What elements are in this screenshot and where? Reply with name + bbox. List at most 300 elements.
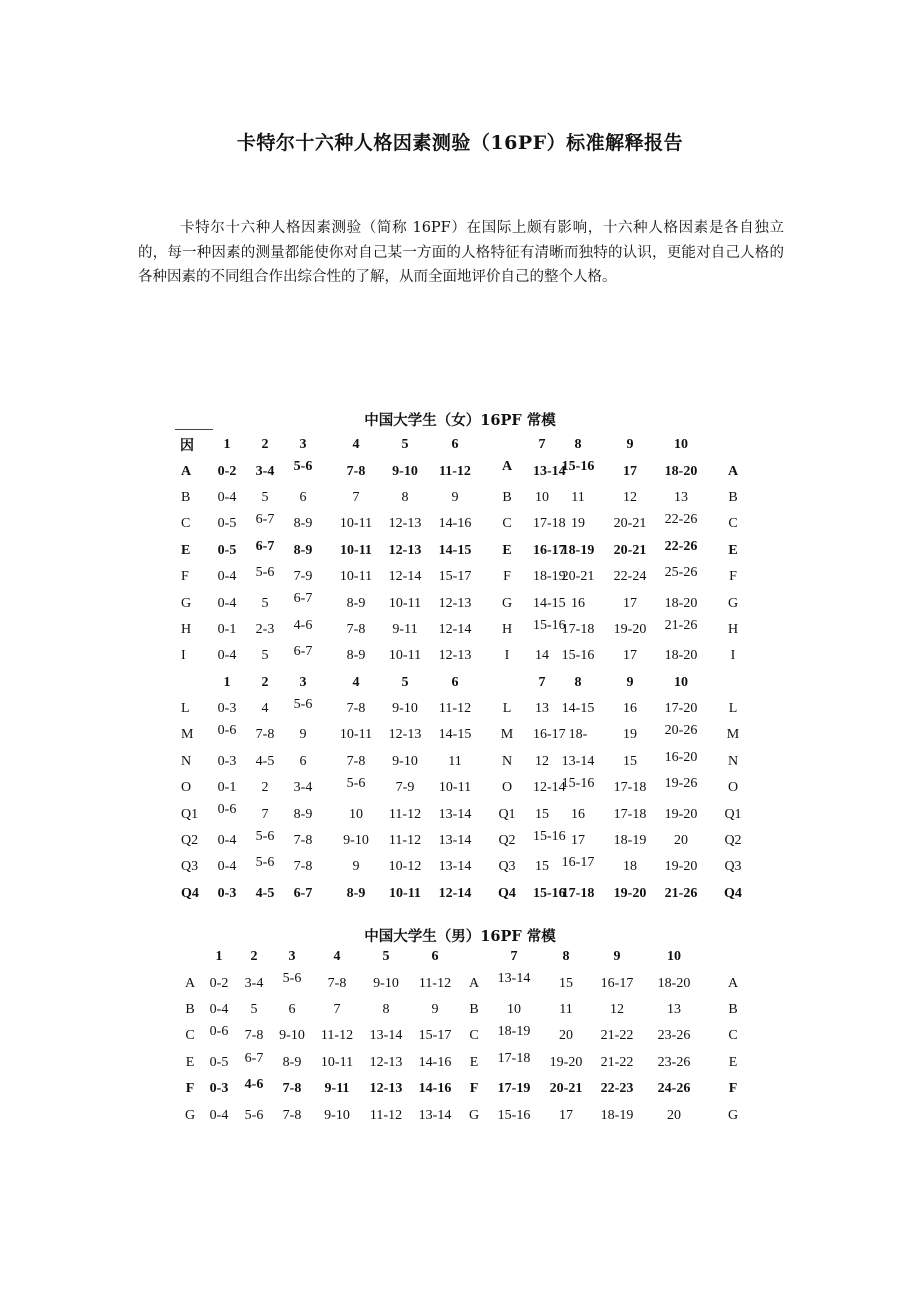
score-cell: 7-8 xyxy=(346,463,366,479)
score-cell: 17 xyxy=(571,833,585,849)
score-cell: 10-11 xyxy=(340,542,372,558)
column-header: 7 xyxy=(538,674,546,690)
factor-label-right: G xyxy=(727,595,739,611)
factor-label-mid: I xyxy=(504,648,510,664)
score-cell: 18-20 xyxy=(657,975,691,991)
factor-label: O xyxy=(181,780,192,796)
score-cell: 15 xyxy=(623,753,637,769)
score-cell: 7-8 xyxy=(244,1028,264,1044)
factor-label-right: Q3 xyxy=(724,859,742,875)
column-header: 4 xyxy=(352,437,360,453)
score-cell: 22-26 xyxy=(664,538,698,554)
score-cell: 0-1 xyxy=(217,780,237,796)
score-cell: 13-14 xyxy=(438,859,472,875)
factor-label-right: C xyxy=(728,516,738,532)
score-cell: 18-19 xyxy=(561,542,595,558)
factor-label: F xyxy=(181,569,189,585)
score-cell: 9 xyxy=(431,1001,439,1017)
score-cell: 7 xyxy=(333,1001,341,1017)
score-cell: 17 xyxy=(623,648,637,664)
score-cell: 0-6 xyxy=(209,1024,229,1040)
score-cell: 17 xyxy=(559,1107,573,1123)
score-cell: 0-5 xyxy=(209,1054,229,1070)
score-cell: 12-13 xyxy=(438,648,472,664)
table-row xyxy=(178,997,760,1023)
score-cell: 8-9 xyxy=(293,806,313,822)
score-cell: 14-16 xyxy=(438,516,472,532)
male-norm-table xyxy=(178,944,760,1129)
score-cell: 15 xyxy=(535,859,549,875)
score-cell: 10 xyxy=(535,489,549,505)
factor-label-right: B xyxy=(728,1001,738,1017)
factor-label-right: H xyxy=(727,621,739,637)
score-cell: 22-26 xyxy=(664,512,698,528)
factor-label-mid: B xyxy=(469,1001,479,1017)
score-cell: 22-24 xyxy=(613,569,647,585)
score-cell: 15 xyxy=(559,975,573,991)
factor-label-mid: C xyxy=(469,1028,479,1044)
score-cell: 18- xyxy=(568,727,588,743)
factor-label-mid: E xyxy=(469,1054,479,1070)
score-cell: 18-20 xyxy=(664,463,698,479)
score-cell: 0-3 xyxy=(217,885,237,901)
factor-label-mid: M xyxy=(500,727,514,743)
score-cell: 4 xyxy=(261,701,269,717)
factor-label: B xyxy=(185,1001,195,1017)
spacer xyxy=(706,944,760,970)
score-cell: 8-9 xyxy=(346,885,366,901)
score-cell: 11-12 xyxy=(369,1107,403,1123)
spacer xyxy=(707,432,759,458)
score-cell: 23-26 xyxy=(657,1054,691,1070)
score-cell: 16-20 xyxy=(664,749,698,765)
score-cell: 13 xyxy=(674,489,688,505)
score-cell: 7-8 xyxy=(255,727,275,743)
score-cell: 20-21 xyxy=(561,569,595,585)
score-cell: 12-13 xyxy=(438,595,472,611)
column-header: 2 xyxy=(261,674,269,690)
score-cell: 15-17 xyxy=(438,569,472,585)
score-cell: 15-16 xyxy=(497,1107,531,1123)
score-cell: 0-4 xyxy=(217,595,237,611)
score-cell: 15-16 xyxy=(561,648,595,664)
table-row xyxy=(178,1076,760,1102)
column-header: 8 xyxy=(574,437,582,453)
column-header: 8 xyxy=(562,949,570,965)
factor-label: Q4 xyxy=(181,885,199,901)
intro-paragraph: 卡特尔十六种人格因素测验（简称 16PF）在国际上颇有影响，十六种人格因素是各自独立的，每一种因素的测量都能使你对自己某一方面的人格特征有清晰而独特的认识，更能对自己人格的各种因素的不同组合作出综合性的了解，从而全面地评价自己的整个人格。 xyxy=(138,220,784,285)
score-cell: 23-26 xyxy=(657,1028,691,1044)
factor-label: G xyxy=(181,595,192,611)
factor-label: H xyxy=(181,621,192,637)
table-row xyxy=(175,722,805,748)
score-cell: 11-12 xyxy=(320,1028,354,1044)
score-cell: 15-17 xyxy=(418,1028,452,1044)
score-cell: 18-19 xyxy=(497,1024,531,1040)
score-cell: 24-26 xyxy=(657,1081,691,1097)
score-cell: 18-20 xyxy=(664,595,698,611)
score-cell: 11-12 xyxy=(388,833,422,849)
score-cell: 18-19 xyxy=(533,569,566,585)
score-cell: 3-4 xyxy=(293,780,313,796)
corner-label xyxy=(175,670,199,696)
factor-label-mid: F xyxy=(503,569,511,585)
table-row xyxy=(175,881,805,907)
score-cell: 21-26 xyxy=(664,885,698,901)
score-cell: 17-18 xyxy=(613,806,647,822)
score-cell: 12-13 xyxy=(388,516,422,532)
score-cell: 5 xyxy=(261,595,269,611)
score-cell: 5-6 xyxy=(255,828,275,844)
column-header: 1 xyxy=(215,949,223,965)
score-cell: 8-9 xyxy=(346,595,366,611)
score-cell: 5-6 xyxy=(244,1107,264,1123)
score-cell: 10-11 xyxy=(389,885,421,901)
score-cell: 19-20 xyxy=(613,885,647,901)
score-cell: 12-14 xyxy=(388,569,422,585)
factor-label: A xyxy=(184,975,196,991)
score-cell: 13-14 xyxy=(438,806,472,822)
spacer xyxy=(707,670,759,696)
score-cell: 0-4 xyxy=(217,859,237,875)
score-cell: 0-1 xyxy=(217,621,237,637)
score-cell: 13-14 xyxy=(533,463,566,479)
score-cell: 13-14 xyxy=(497,971,531,987)
score-cell: 12-13 xyxy=(369,1054,403,1070)
score-cell: 15-16 xyxy=(533,885,566,901)
column-header: 6 xyxy=(431,949,439,965)
score-cell: 13-14 xyxy=(561,753,595,769)
score-cell: 10-12 xyxy=(388,859,422,875)
score-cell: 15 xyxy=(535,806,549,822)
score-cell: 14-15 xyxy=(533,595,566,611)
score-cell: 6 xyxy=(288,1001,296,1017)
factor-label: A xyxy=(181,463,192,479)
score-cell: 19-26 xyxy=(664,776,698,792)
score-cell: 9-10 xyxy=(392,463,418,479)
score-cell: 11-12 xyxy=(439,463,471,479)
score-cell: 9-10 xyxy=(324,1107,350,1123)
corner-label: 因 xyxy=(180,439,194,455)
column-header: 2 xyxy=(261,437,269,453)
score-cell: 10-11 xyxy=(438,780,472,796)
factor-label-right: G xyxy=(727,1107,739,1123)
score-cell: 10-11 xyxy=(388,648,422,664)
score-cell: 12-14 xyxy=(533,780,566,796)
column-header: 4 xyxy=(333,949,341,965)
score-cell: 16-17 xyxy=(600,975,634,991)
score-cell: 9-10 xyxy=(373,975,399,991)
factor-label: Q2 xyxy=(181,833,199,849)
table-header-row xyxy=(175,432,805,458)
score-cell: 9-10 xyxy=(392,753,418,769)
score-cell: 14-16 xyxy=(418,1081,452,1097)
score-cell: 5 xyxy=(261,489,269,505)
score-cell: 15-16 xyxy=(561,459,595,475)
spacer xyxy=(481,670,533,696)
table-row xyxy=(178,970,760,996)
score-cell: 18 xyxy=(623,859,637,875)
score-cell: 0-5 xyxy=(217,516,237,532)
score-cell: 20 xyxy=(559,1028,573,1044)
score-cell: 6-7 xyxy=(293,644,313,660)
score-cell: 12-13 xyxy=(388,542,422,558)
table-row xyxy=(175,749,805,775)
score-cell: 20 xyxy=(667,1107,681,1123)
factor-label-right: I xyxy=(730,648,736,664)
score-cell: 7-8 xyxy=(346,621,366,637)
score-cell: 20-26 xyxy=(664,723,698,739)
score-cell: 9-11 xyxy=(392,621,418,637)
page-title: 卡特尔十六种人格因素测验（16PF）标准解释报告 xyxy=(236,132,684,154)
table-row xyxy=(175,828,805,854)
score-cell: 10-11 xyxy=(388,595,422,611)
factor-label: I xyxy=(181,648,186,664)
factor-label: E xyxy=(181,542,191,558)
factor-label-mid: N xyxy=(501,753,513,769)
factor-label-right: A xyxy=(727,463,739,479)
column-header: 7 xyxy=(510,949,518,965)
score-cell: 7-8 xyxy=(282,1107,302,1123)
column-header: 6 xyxy=(451,674,459,690)
score-cell: 5-6 xyxy=(282,971,302,987)
score-cell: 0-6 xyxy=(217,802,237,818)
male-table-caption: 中国大学生（男）16PF 常模 xyxy=(364,928,556,945)
column-header: 4 xyxy=(352,674,360,690)
score-cell: 5-6 xyxy=(255,564,275,580)
score-cell: 25-26 xyxy=(664,564,698,580)
score-cell: 0-4 xyxy=(217,489,237,505)
column-header: 9 xyxy=(613,949,621,965)
score-cell: 17-18 xyxy=(561,885,595,901)
factor-label: C xyxy=(181,516,191,532)
score-cell: 7-8 xyxy=(293,859,313,875)
female-norm-table xyxy=(175,432,805,907)
score-cell: 4-5 xyxy=(255,885,275,901)
score-cell: 5-6 xyxy=(293,459,313,475)
column-header: 10 xyxy=(667,949,681,965)
score-cell: 21-26 xyxy=(664,617,698,633)
score-cell: 17-18 xyxy=(561,621,595,637)
column-header: 3 xyxy=(288,949,296,965)
score-cell: 7-9 xyxy=(293,569,313,585)
column-header: 7 xyxy=(538,437,546,453)
column-header: 10 xyxy=(674,674,688,690)
factor-label-mid: A xyxy=(468,975,480,991)
score-cell: 0-2 xyxy=(217,463,237,479)
factor-label-right: F xyxy=(728,1081,738,1097)
score-cell: 5 xyxy=(261,648,269,664)
factor-label: M xyxy=(181,727,194,743)
table-row xyxy=(178,1102,760,1128)
score-cell: 20 xyxy=(674,833,688,849)
score-cell: 16 xyxy=(623,701,637,717)
table-row xyxy=(175,854,805,880)
table-row xyxy=(175,617,805,643)
score-cell: 5-6 xyxy=(293,696,313,712)
score-cell: 8 xyxy=(382,1001,390,1017)
score-cell: 13-14 xyxy=(369,1028,403,1044)
score-cell: 13-14 xyxy=(418,1107,452,1123)
factor-label-mid: F xyxy=(469,1081,479,1097)
female-table-caption: 中国大学生（女）16PF 常模 xyxy=(364,412,556,429)
factor-label-mid: H xyxy=(501,621,513,637)
score-cell: 3-4 xyxy=(244,975,264,991)
score-cell: 9-11 xyxy=(324,1081,350,1097)
spacer xyxy=(460,944,488,970)
score-cell: 11-12 xyxy=(438,701,472,717)
score-cell: 22-23 xyxy=(600,1081,634,1097)
table-row xyxy=(175,564,805,590)
factor-label-right: O xyxy=(727,780,739,796)
score-cell: 13 xyxy=(667,1001,681,1017)
score-cell: 12 xyxy=(610,1001,624,1017)
score-cell: 18-19 xyxy=(600,1107,634,1123)
score-cell: 16-17 xyxy=(561,855,595,871)
table-row xyxy=(175,696,805,722)
factor-label-mid: C xyxy=(502,516,512,532)
factor-label-mid: B xyxy=(502,489,512,505)
score-cell: 5 xyxy=(250,1001,258,1017)
factor-label: Q3 xyxy=(181,859,199,875)
factor-label-right: E xyxy=(728,542,738,558)
factor-label-mid: Q2 xyxy=(498,833,516,849)
score-cell: 9-10 xyxy=(392,701,418,717)
factor-label-right: Q1 xyxy=(724,806,742,822)
score-cell: 0-3 xyxy=(217,753,237,769)
table-row xyxy=(175,511,805,537)
score-cell: 14-16 xyxy=(418,1054,452,1070)
factor-label: C xyxy=(185,1028,195,1044)
score-cell: 10 xyxy=(349,806,363,822)
score-cell: 10-11 xyxy=(339,727,373,743)
score-cell: 16 xyxy=(571,806,585,822)
score-cell: 17 xyxy=(623,463,637,479)
score-cell: 0-4 xyxy=(217,648,237,664)
score-cell: 2-3 xyxy=(255,621,275,637)
score-cell: 4-5 xyxy=(255,753,275,769)
table-header-row xyxy=(178,944,760,970)
score-cell: 6-7 xyxy=(255,512,275,528)
score-cell: 14 xyxy=(535,648,549,664)
factor-label-mid: G xyxy=(468,1107,480,1123)
factor-label-right: E xyxy=(728,1054,738,1070)
column-header: 3 xyxy=(299,674,307,690)
column-header: 5 xyxy=(401,674,409,690)
score-cell: 8-9 xyxy=(293,516,313,532)
score-cell: 6 xyxy=(299,753,307,769)
score-cell: 9-10 xyxy=(343,833,369,849)
score-cell: 0-2 xyxy=(209,975,229,991)
score-cell: 12 xyxy=(623,489,637,505)
score-cell: 12-14 xyxy=(438,621,472,637)
score-cell: 16-17 xyxy=(533,542,566,558)
factor-label-right: Q4 xyxy=(724,885,742,901)
score-cell: 7-8 xyxy=(327,975,347,991)
score-cell: 5-6 xyxy=(255,855,275,871)
score-cell: 6-7 xyxy=(255,538,275,554)
column-header: 2 xyxy=(250,949,258,965)
factor-label-mid: Q3 xyxy=(498,859,516,875)
column-header: 1 xyxy=(223,674,231,690)
score-cell: 7-8 xyxy=(282,1081,302,1097)
score-cell: 7-9 xyxy=(395,780,415,796)
table-row xyxy=(175,643,805,669)
factor-label-mid: L xyxy=(502,701,512,717)
score-cell: 17 xyxy=(623,595,637,611)
table-row xyxy=(175,801,805,827)
column-header: 9 xyxy=(626,437,634,453)
score-cell: 9 xyxy=(352,859,360,875)
score-cell: 0-4 xyxy=(209,1001,229,1017)
score-cell: 19-20 xyxy=(613,621,647,637)
score-cell: 2 xyxy=(261,780,269,796)
score-cell: 16 xyxy=(571,595,585,611)
factor-label: F xyxy=(185,1081,195,1097)
factor-label-right: Q2 xyxy=(724,833,742,849)
score-cell: 6-7 xyxy=(244,1050,264,1066)
column-header: 8 xyxy=(574,674,582,690)
table-header-row xyxy=(175,670,805,696)
corner-label xyxy=(178,944,202,970)
score-cell: 12 xyxy=(535,753,549,769)
score-cell: 11-12 xyxy=(388,806,422,822)
table-row xyxy=(178,1050,760,1076)
column-header: 5 xyxy=(401,437,409,453)
score-cell: 13 xyxy=(535,701,549,717)
score-cell: 7 xyxy=(261,806,269,822)
score-cell: 15-16 xyxy=(533,617,566,633)
score-cell: 4-6 xyxy=(293,617,313,633)
score-cell: 17-18 xyxy=(533,516,566,532)
factor-label: L xyxy=(181,701,190,717)
score-cell: 6-7 xyxy=(293,885,313,901)
score-cell: 10-11 xyxy=(339,516,373,532)
score-cell: 17-20 xyxy=(664,701,698,717)
score-cell: 11-12 xyxy=(418,975,452,991)
score-cell: 7 xyxy=(352,489,360,505)
factor-label: G xyxy=(184,1107,196,1123)
factor-label-mid: Q4 xyxy=(498,885,516,901)
score-cell: 0-5 xyxy=(217,542,237,558)
score-cell: 12-13 xyxy=(369,1081,403,1097)
score-cell: 17-19 xyxy=(497,1081,531,1097)
table-row xyxy=(175,485,805,511)
score-cell: 8 xyxy=(401,489,409,505)
table-row xyxy=(175,458,805,484)
factor-label-right: M xyxy=(726,727,740,743)
score-cell: 20-21 xyxy=(613,542,647,558)
score-cell: 16-17 xyxy=(533,727,566,743)
score-cell: 19-20 xyxy=(664,806,698,822)
score-cell: 14-15 xyxy=(438,727,472,743)
factor-label-mid: G xyxy=(501,595,513,611)
factor-label-right: A xyxy=(727,975,739,991)
score-cell: 0-4 xyxy=(209,1107,229,1123)
score-cell: 4-6 xyxy=(244,1076,264,1092)
score-cell: 11 xyxy=(448,753,462,769)
score-cell: 9 xyxy=(299,727,307,743)
score-cell: 19-20 xyxy=(664,859,698,875)
score-cell: 8-9 xyxy=(346,648,366,664)
factor-label-mid: E xyxy=(502,542,512,558)
score-cell: 7-8 xyxy=(346,753,366,769)
score-cell: 8-9 xyxy=(282,1054,302,1070)
score-cell: 21-22 xyxy=(600,1028,634,1044)
factor-label-mid: A xyxy=(501,459,513,475)
factor-label-right: B xyxy=(728,489,738,505)
column-header: 5 xyxy=(382,949,390,965)
